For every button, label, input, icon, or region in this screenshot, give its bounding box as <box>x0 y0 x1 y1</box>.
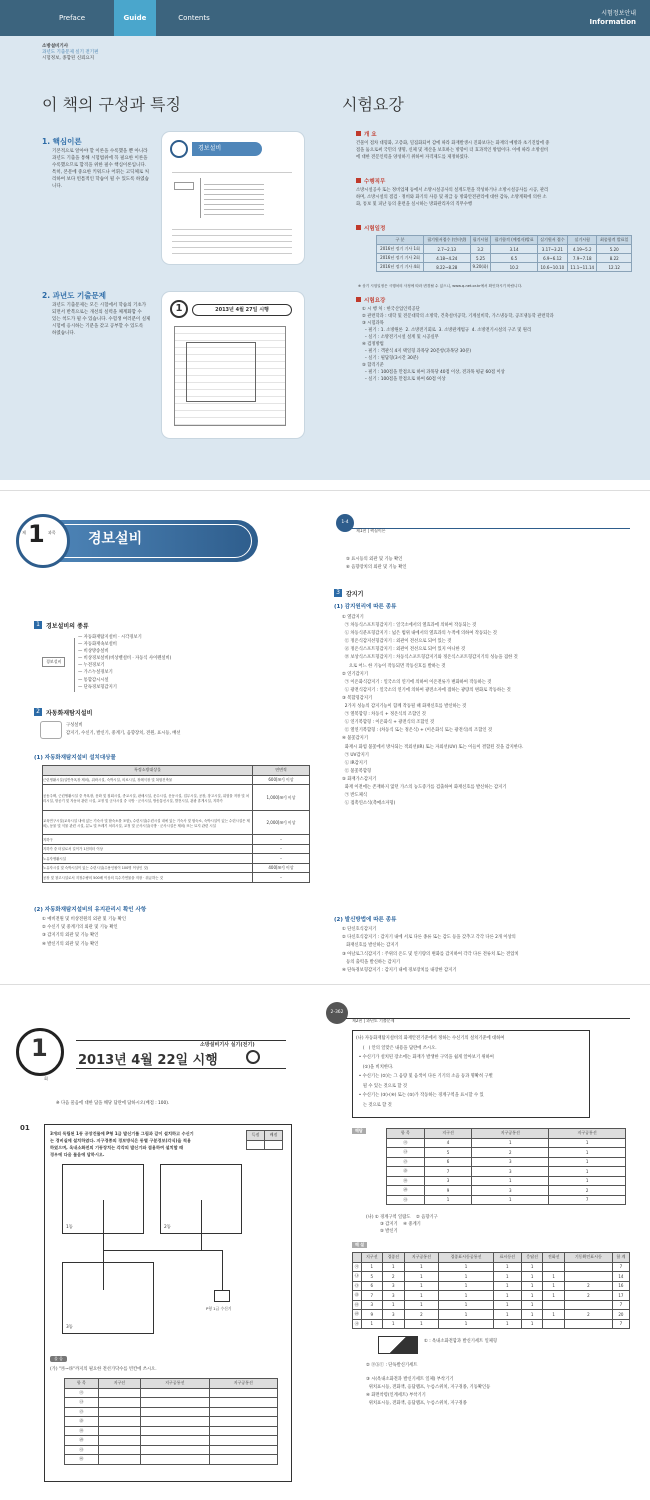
question-number: 01 <box>20 1124 30 1132</box>
section-label: 시험정보안내 Information <box>589 10 636 26</box>
hydrant-set-icon <box>378 1336 418 1354</box>
chapter-number: 1 <box>28 520 45 548</box>
subsection-title: (1) 감지원리에 따른 종류 <box>334 604 397 610</box>
part-b-answers: (나) ① 경계구역 일람도 ② 음향기구 ③ 감지기 ④ 중계기 ⑤ 발신기 <box>366 1215 438 1234</box>
check-items-list: ① 예비전원 및 비상전원의 외관 및 기능 확인 ② 수신기 및 중계기의 외관 및 기능 확인 ③ 감지기의 외관 및 기능 확인 ④ 발신기의 외관 및 기능 확인 <box>42 917 126 947</box>
target-icon <box>246 1050 260 1064</box>
top-navigation-bar <box>0 0 650 36</box>
exam-title: 2013년 4월 22일 시행 <box>78 1053 218 1068</box>
chapter-badge-icon <box>170 140 188 158</box>
question-text: 3개의 독립된 1동 공장건물에 P형 1급 발신기를 그림과 같이 설치하고 수신기 는 경비실에 설치하였다. 지구경종의 경보방식은 동별 구분경보(각식)을 적용 하였으며, 옥내소화전의 기동장치는 각각의 발신기와 겸용하여 설치할 때 경우에 다음 물음에 답하시오. <box>50 1131 194 1157</box>
table-row: ㉱ <box>65 1417 278 1427</box>
receiver-icon <box>214 1290 230 1302</box>
page-header: 제1편 | 핵심이론 <box>356 528 386 533</box>
tab-contents[interactable]: Contents <box>178 14 210 22</box>
building-3 <box>62 1262 154 1334</box>
section-number-badge: 3 <box>334 589 342 597</box>
table-row: ㉮ <box>65 1388 278 1398</box>
exam-info-heading: 시험요강 <box>364 298 386 304</box>
bullet-icon <box>356 225 361 230</box>
schedule-note: ※ 상기 시험일정은 시행처의 사정에 따라 변경될 수 있으니, www.q-net.or.kr에서 확인하시기 바랍니다. <box>358 284 523 288</box>
table-row: 노유자생활시설 – <box>43 854 310 864</box>
right-page-title: 시험요강 <box>342 95 404 114</box>
page-header: 제2편 | 과년도 기출문제 <box>352 1018 395 1023</box>
feature-2-text: 과년도 기출문제는 모든 시험에서 학습의 기초가 되면서 반복으로는 개선의 실력을 체계화합 수 있는 척도가 될 수 있습니다. 수험생 여러분이 실제 시험에 응시하는 기분을 갖고 공부할 수 있도록 하였습니다. <box>52 303 151 336</box>
overview-text: 건물이 점차 대형화, 고층화, 밀집화되어 감에 따라 화재발생시 진화보다는 화재의 예방과 초기진압에 중 점을 둠으로써 국민의 생명, 신체 및 재산을 보호하는 방향이 더 효과적인 방법이다. 이에 따라 소방설비 에 대한 전문인력을 양성하기 위하여 자격제도를 제정하였다. <box>356 141 550 160</box>
left-page-title: 이 책의 구성과 특징 <box>42 95 181 114</box>
components-list: 감지기, 수신기, 발신기, 중계기, 음향장치, 전원, 표시등, 배선 <box>66 731 181 736</box>
overview-heading: 개 요 <box>364 132 377 138</box>
answer-question: (가) "㉮~㉰"까지의 필요한 전선가닥수를 빈칸에 쓰시오. <box>50 1367 157 1372</box>
section-number-badge: 1 <box>34 621 42 629</box>
table-row: ㉱ 7 3 1 1 1 1 1 2 17 <box>353 1291 630 1301</box>
table-row: 2016년 정기 기사 4회 8.22~8.28 9.20(화) 10.2 10.6~10.10 11.1~11.14 12.12 <box>377 263 632 272</box>
table-row: ㉴ 1 1 7 <box>387 1195 626 1205</box>
table-row: 근린생활시설(일반목욕장 제외), 위락시설, 숙박시설, 의료시설, 장례식장 및 복합건축물 600[m²] 이상 <box>43 775 310 785</box>
table-row: ㉮ 1 1 1 1 1 1 7 <box>353 1262 630 1272</box>
note-2: ② ⓟⓑⓛ : 단독발신기세트 <box>366 1363 418 1368</box>
check-items-continued: ⑤ 표시등의 외관 및 기능 확인 ⑥ 음향장치의 외관 및 기능 확인 <box>346 557 407 571</box>
feature-1-text: 기본적으로 알아야 할 이론을 수록했을 뿐 아니라 과년도 기출을 통해 시험범위에 꼭 필요한 이론을 수록했으므로 합격을 위한 필수 핵심이론입니다. 특히, 본문에 중요한 키워드나 어휘는 고딕체로 처 리하여 보다 빈틈적인 학습이 될 수 있도록 하였습 니다. <box>52 149 149 189</box>
page-number-badge: 1-4 <box>336 514 354 532</box>
thumbnail-exam-title: 2013년 4월 27일 시행 <box>192 304 292 316</box>
table-row: ㉰ 6 3 1 1 1 1 1 2 16 <box>353 1281 630 1291</box>
chapter-title: 경보설비 <box>88 531 143 547</box>
note-3: ③ 시(옥내소화전과 발신기세트 일체) 부착기기 위치표시등, 전화잭, 응답램프, 누름스위치, 지구경종, 기동확인등 ④ 화면착령(인계세트) 부착기기 위치표시등, 전화잭, 응답램프, 누름스위치, 지구경종 <box>366 1377 491 1406</box>
table-row: 지하가 중 터널로서 길이가 1천미터 이상 – <box>43 844 310 854</box>
feature-2-title: 2. 과년도 기출문제 <box>42 291 107 300</box>
exam-number-badge: 1 <box>170 300 188 318</box>
bullet-icon <box>356 178 361 183</box>
wire-detail-table: 지구선 경종선 지구공통선 경종표시등공통선 표시등선 응답선 전화선 기동확인표시등 합 계 ㉮ 1 1 1 1 1 1 7 ㉯ 5 2 1 1 1 1 1 14 ㉰ 6 3 1 1 1 1 1 2 16 ㉱ 7 3 1 1 1 1 1 2 17 ㉲ 3 1 1 1 1 1 7 ㉳ 9 3 2 1 1 1 1 2 20 ㉴ 1 1 1 1 1 1 7 <box>352 1252 630 1329</box>
wire-count-solution-table: 항 목 지구선 지구공통선 지구공통선 ㉮ 4 1 1 ㉯ 5 2 1 ㉰ 6 3 1 ㉱ 7 3 1 ㉲ 3 1 1 ㉳ 9 3 2 ㉴ 1 1 7 <box>386 1128 626 1205</box>
receiver-label: P형 1급 수신기 <box>206 1306 232 1311</box>
tab-guide[interactable]: Guide <box>114 0 156 36</box>
table-row: ㉲ <box>65 1426 278 1436</box>
book-label: 소방설비기사 실기(전기) <box>200 1042 255 1048</box>
install-target-table: 특정소방대상물 연면적 근린생활시설(일반목욕장 제외), 위락시설, 숙박시설, 의료시설, 장례식장 및 복합건축물 600[m²] 이상 공동주택, 근린생활시설 중 목욕장, 문화 및 집회시설, 종교시설, 판매시설, 운수시설, 운동시설, 업무시설, 공장, 창고시설, 위험물 저장 및 처리시설, 항공기 및 자동차 관련 시설, 교정 및 군사시설 중 국방 · 군사시설, 방송통신시설, 발전시설, 관광 휴게시설, 지하가 1,000[m²] 이상 교육연구시설(교육시설 내에 있는 기숙사 및 합숙소를 포함), 수련시설(수련시설 내에 있는 기숙사 및 합숙소, 숙박시설이 있는 수련시설은 제외), 동물 및 식물 관련 시설, 분뇨 및 쓰레기 처리시설, 교정 및 군사시설(국방 · 군사시설은 제외) 또는 묘지 관련 시설 2,000[m²] 이상 지하구 – 지하가 중 터널로서 길이가 1천미터 이상 – 노유자생활시설 – 노유자시설 및 숙박시설이 있는 수련시설(수용인원이 100명 이상인 것) 400[m²] 이상 공장 및 창고시설로서 지정수량의 500배 이상의 특수가연물을 저장 · 취급하는 것 – <box>42 765 310 883</box>
table-row: ㉮ 4 1 1 <box>387 1138 626 1148</box>
document-icon <box>40 721 62 739</box>
breadcrumb: 소방설비기사 과년도 기출문제 실기 전기편 시험정보, 종합된 신뢰요지 <box>42 44 99 61</box>
bullet-icon <box>356 297 361 302</box>
table-row: ㉲ 3 1 1 <box>387 1176 626 1186</box>
table-row: ㉳ 9 3 2 <box>387 1186 626 1196</box>
components-label: 구성설비 <box>66 723 83 728</box>
schedule-table: 구 분 필기원서접수 (인터넷) 필기시험 필기합격 (예정자)발표 실기원서 접수 실기시험 최종합격 발표일 2016년 정기 기사 1회 2.7~2.13 3.2 3.14 3.17~3.21 4.19~5.2 5.20 2016년 정기 기사 2회 4.18~4.24 5.25 6.5 6.9~6.12 7.9~7.18 8.22 2016년 정기 기사 4회 8.22~8.28 9.20(화) 10.2 10.6~10.10 11.1~11.14 12.12 <box>376 235 632 272</box>
exam-page-thumbnail <box>162 292 304 438</box>
table-row: ㉱ 7 3 1 <box>387 1167 626 1177</box>
table-row: ㉰ 6 3 1 <box>387 1157 626 1167</box>
table-row: ㉯ 5 2 1 <box>387 1148 626 1158</box>
table-row: ㉯ 5 2 1 1 1 1 1 14 <box>353 1272 630 1282</box>
section-title: 감지기 <box>346 591 364 598</box>
table-row: ㉯ <box>65 1398 278 1408</box>
duty-text: 소방시설공사 또는 정비업체 등에서 소방시설공사의 설계도면을 작성하거나 소방시설공사를 시공, 관리 하며, 소방시설의 점검 · 정비와 화기의 사용 및 취급 등 방화안전관리에 대한 감독, 소방계획에 의한 소 화, 통보 및 피난 등의 훈련을 실시하는 방화관리자의 직무수행 <box>356 188 549 207</box>
table-row: ㉴ 1 1 1 1 1 1 7 <box>353 1319 630 1329</box>
explanation-label: 해 설 <box>352 1242 367 1248</box>
subsection-title: (1) 자동화재탐지설비 설치대상물 <box>34 755 116 761</box>
detector-types-list: ① 열감지기 ㉠ 차동식스포트형감지기 : 일국소에서의 열효과에 의하여 작동되는 것 ㉡ 차동식분포형감지기 : 넓은 범위 내에서의 열효과의 누적에 의하여 작동되는 것 ㉢ 정온식감지선형감지기 : 외관이 전선으로 되어 있는 것 ㉣ 정온식스포트형감지기 : 외관이 전선으로 되어 있지 아니한 것 ㉤ 보상식스포트형감지기 : 차동식스포트형감지기와 정온식스포트형감지기의 성능을 겸한 것 으로 어느 한 기능이 작동되면 작동신호를 발하는 것 ② 연기감지기 ㉠ 이온화식감지기 : 일국소의 연기에 의하여 이온전류가 변화하여 작동하는 것 ㉡ 광전식감지기 : 일국소의 연기에 의하여 광전소자에 접하는 광량의 변화로 작동하는 것 ③ 복합형감지기 2가지 성능의 감지기능이 함께 작동될 때 화재신호를 발신하는 것 ㉠ 열복합형 : 차동식 + 정온식의 조합인 것 ㉡ 연기복합형 : 이온화식 + 광전식의 조합인 것 ㉢ 열연기복합형 : (차동식 또는 정온식) + (이온화식 또는 광전식)의 조합인 것 ④ 불꽃감지기 화재시 화염 불꽃에서 방사되는 적외선(IR) 또는 자외선(UV) 또는 이들이 결합된 것을 감지한다. ㉠ UV감지기 ㉡ IR감지기 ㉢ 불꽃복합형 ⑤ 화재가스감지기 화재 이전에는 존재하지 않던 가스의 농도증가를 검출하여 화재신호를 발신하는 감지기 ㉠ 반도체식 ㉡ 접촉연소식(촉매소자형) <box>342 615 524 807</box>
section-number-badge: 2 <box>34 708 42 716</box>
section-title: 경보설비의 종류 <box>46 623 89 630</box>
subsection-title: (2) 자동화재탐지설비의 유지관리시 확인 사항 <box>34 907 147 913</box>
table-row: ㉲ 3 1 1 1 1 1 7 <box>353 1300 630 1310</box>
exam-round-number: 1 <box>31 1034 48 1062</box>
score-box: 득점 배점 <box>246 1130 283 1150</box>
signal-types-list: ① 단신호식감지기 ② 다신호식감지기 : 감지기 내에 서로 다른 종류 또는 감도 등을 갖추고 각각 다른 2개 이상의 화재신호를 발신하는 감지기 ③ 아날로그식감지기 : 주위의 온도 및 연기량의 변화를 감지하여 각각 다른 전류치 또는 전압치 등의 출력을 발신하는 감지기 ④ 단독경보형감지기 : 감지기 내에 경보장치를 내장한 감지기 <box>342 927 519 974</box>
table-row: 2016년 정기 기사 1회 2.7~2.13 3.2 3.14 3.17~3.21 4.19~5.2 5.20 <box>377 245 632 254</box>
bullet-icon <box>356 131 361 136</box>
table-row: ㉴ <box>65 1445 278 1455</box>
table-row: ㉵ <box>65 1455 278 1465</box>
theory-page-thumbnail <box>162 132 304 264</box>
schedule-heading: 시험일정 <box>364 226 386 232</box>
thumbnail-title: 경보설비 <box>192 142 262 156</box>
table-row: ㉳ 9 3 2 1 1 1 1 2 20 <box>353 1310 630 1320</box>
guide-spread <box>0 0 650 480</box>
table-row: 교육연구시설(교육시설 내에 있는 기숙사 및 합숙소를 포함), 수련시설(수련시설 내에 있는 기숙사 및 합숙소, 숙박시설이 있는 수련시설은 제외), 동물 및 식물 관련 시설, 분뇨 및 쓰레기 처리시설, 교정 및 군사시설(국방 · 군사시설은 제외) 또는 묘지 관련 시설 2,000[m²] 이상 <box>43 811 310 835</box>
table-row: ㉰ <box>65 1407 278 1417</box>
equipment-list: — 자동화재탐지설비 · 시각경보기 — 자동화재속보설비 — 비상방송설비 — 비상경보설비(비상벨설비 · 자동식 사이렌설비) — 누전경보기 — 가스누설경보기 — 통합감시시설 — 단독경보형감지기 <box>78 635 172 690</box>
table-row: 2016년 정기 기사 2회 4.18~4.24 5.25 6.5 6.9~6.12 7.9~7.18 8.22 <box>377 254 632 263</box>
question-part-b: (나) 자동화재탐지설비의 화재안전기준에서 정하는 수신기의 설치기준에 대하여 ( ) 안의 알맞은 내용을 답란에 쓰시오. • 수신기가 설치된 장소에는 화재가 발생한 구역을 쉽게 알아보기 위하여 (①)을 비치한다. • 수신기는 (②)는 그 음량 및 음색이 다른 기기의 소음 등과 명확히 구별 될 수 있는 것으로 할 것 • 수신기는 (③)·(④) 또는 (⑤)가 작동하는 경계구역을 표시할 수 있 는 것으로 할 것 <box>356 1036 505 1108</box>
note-1: ① : 옥내소화전함과 발신기세트 일체형 <box>424 1339 498 1344</box>
wire-count-answer-table: 항 목 지구선 지구공통선 지구공통선 ㉮ ㉯ ㉰ ㉱ ㉲ ㉳ ㉴ ㉵ <box>64 1378 278 1465</box>
feature-1-title: 1. 핵심이론 <box>42 137 82 146</box>
tree-root: 경보설비 <box>42 657 65 667</box>
table-row: 공동주택, 근린생활시설 중 목욕장, 문화 및 집회시설, 종교시설, 판매시설, 운수시설, 운동시설, 업무시설, 공장, 창고시설, 위험물 저장 및 처리시설, 항공기 및 자동차 관련 시설, 교정 및 군사시설 중 국방 · 군사시설, 방송통신시설, 발전시설, 관광 휴게시설, 지하가 1,000[m²] 이상 <box>43 785 310 811</box>
tab-preface[interactable]: Preface <box>58 14 86 22</box>
duty-heading: 수행직무 <box>364 179 386 185</box>
table-row: ㉳ <box>65 1436 278 1446</box>
section-title: 자동화재탐지설비 <box>46 710 93 717</box>
table-row: 노유자시설 및 숙박시설이 있는 수련시설(수용인원이 100명 이상인 것) 400[m²] 이상 <box>43 863 310 873</box>
table-row: 지하구 – <box>43 835 310 845</box>
exam-instruction: ※ 다음 물음에 대한 답을 해당 답란에 답하시오(배점 : 100). <box>56 1101 170 1106</box>
answer-tag: 물 음 <box>50 1356 67 1362</box>
answer-label: 해답 <box>352 1128 366 1134</box>
page-number-badge: 2-362 <box>326 1002 348 1024</box>
subsection-title: (2) 발신방법에 따른 종류 <box>334 917 397 923</box>
table-row: 공장 및 창고시설로서 지정수량의 500배 이상의 특수가연물을 저장 · 취급하는 것 – <box>43 873 310 883</box>
exam-info-list: ① 시 행 처 : 한국산업인력공단 ② 관련학과 : 대학 및 전문대학의 소방학, 건축설비공학, 기계설비학, 가스냉동학, 공조냉동학 관련학과 ③ 시험과목 – 필기 : 1. 소방원론 2. 소방전기회로 3. 소방관계법규 4. 소방전기시설의 구조 및 원리 – 실기 : 소방전기시설 설계 및 시공실무 ④ 검정방법 – 필기 : 객관식 4지 택일형 과목당 20문항(과목당 30분) – 실기 : 필답형(3시간 30분) ⑤ 합격기준 – 필기 : 100점을 만점으로 하여 과목당 40점 이상, 전과목 평균 60점 이상 – 실기 : 100점을 만점으로 하여 60점 이상 <box>362 307 554 382</box>
